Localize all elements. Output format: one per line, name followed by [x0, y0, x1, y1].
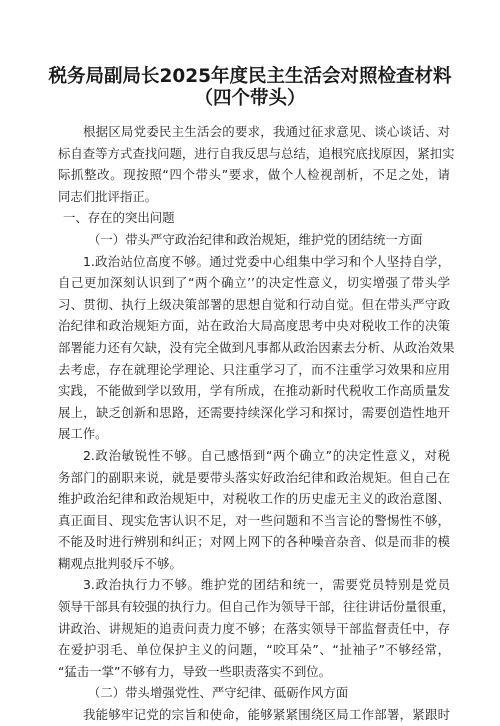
- item1-line: 自己更加深刻认识到了“两个确立’’的决定性意义，切实增强了带头学: [58, 275, 450, 291]
- item2-line: 不能及时进行辨别和纠正；对网上网下的各种噪音杂音、似是而非的模: [58, 534, 450, 550]
- item3-line: 讲政治、讲规矩的追责问责力度不够；在落实领导干部监督责任中，存: [58, 620, 450, 636]
- paragraph-line: 我能够牢记党的宗旨和使命，能够紧紧围绕区局工作部署，紧跟时: [83, 707, 450, 723]
- document-subtitle: （四个带头）: [194, 88, 306, 109]
- intro-paragraph-line: 际抓整改。现按照“四个带头”要求，做个人检视剖析，不足之处，请: [58, 167, 450, 183]
- item2-line: 务部门的副职来说，就是要带头落实好政治纪律和政治规矩。但自己在: [58, 469, 450, 485]
- subsection-heading: （二）带头增强党性、严守纪律、砥砺作风方面: [88, 685, 349, 701]
- item1-line: 展上，缺乏创新和思路，还需要持续深化学习和探讨，需要创造性地开: [58, 404, 450, 420]
- intro-paragraph-line: 标自查等方式查找问题，进行自我反思与总结，追根究底找原因，紧扣实: [58, 145, 455, 161]
- item2-line: 维护政治纪律和政治规矩中，对税收工作的历史虚无主义的政治意图、: [58, 491, 450, 507]
- intro-paragraph-line: 同志们批评指正。: [58, 188, 158, 204]
- section-heading: 一、存在的突出问题: [63, 210, 175, 226]
- item2-line: 糊观点批判驳斥不够。: [58, 555, 182, 571]
- item1-line: 部署能力还有欠缺，没有完全做到凡事都从政治因素去分析、从政治效果: [58, 339, 455, 355]
- item1-line: 展工作。: [58, 426, 108, 442]
- item2-line: 真正面目、现实危害认识不足，对一些问题和不当言论的警惕性不够，: [58, 512, 450, 528]
- item3-line: 领导干部具有较强的执行力。但自己作为领导干部，往往讲话份量很重，: [58, 599, 455, 615]
- item2-line: 2.政治敏锐性不够。自己感悟到“两个确立”的决定性意义，对税: [83, 447, 450, 463]
- item3-line: 3.政治执行力不够。维护党的团结和统一，需要党员特别是党员: [83, 577, 450, 593]
- item3-line: “猛击一掌”不够有力，导致一些职责落实不到位。: [58, 663, 332, 679]
- document-title: 税务局副局长2025年度民主生活会对照检查材料: [48, 66, 452, 87]
- intro-paragraph-line: 根据区局党委民主生活会的要求，我通过征求意见、谈心谈话、对: [83, 124, 450, 139]
- item1-line: 去考虑，存在就理论学理论、只注重学习了，而不注重学习效果和应用: [58, 361, 450, 377]
- document-body: [58, 121, 455, 726]
- item1-line: 习、贯彻、执行上级决策部署的思想自觉和行动自觉。但在带头严守政: [58, 296, 450, 312]
- item1-line: 实践，不能做到学以致用，学有所成，在推动新时代税收工作高质量发: [58, 383, 450, 399]
- item3-line: 在爱护羽毛、单位保护主义的问题，“咬耳朵”、“扯袖子”不够经常，: [58, 642, 450, 658]
- subsection-heading: （一）带头严守政治纪律和政治规矩，维护党的团结统一方面: [88, 231, 423, 247]
- item1-line: 1.政治站位高度不够。通过党委中心组集中学习和个人坚持自学，: [83, 253, 450, 269]
- item1-line: 治纪律和政治规矩方面，站在政治大局高度思考中央对税收工作的决策: [58, 318, 450, 334]
